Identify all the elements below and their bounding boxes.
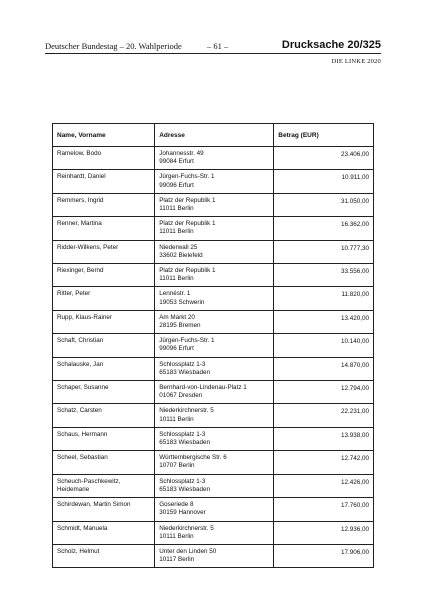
donation-amount-cell	[274, 521, 374, 544]
donation-amount: 11.820,00	[341, 291, 369, 299]
table-row	[53, 287, 374, 310]
address-city: 11011 Berlin	[159, 275, 194, 283]
address-street: Schlossplatz 1-3	[159, 360, 206, 368]
donor-name: Remmers, Ingrid	[53, 193, 155, 216]
donor-name: Rupp, Klaus-Rainer	[53, 310, 155, 333]
donor-address	[155, 498, 274, 521]
address-city: 65183 Wiesbaden	[159, 485, 210, 493]
donation-amount: 10.777,30	[340, 244, 369, 252]
address-city: 30159 Hannover	[159, 509, 206, 517]
donor-name: Reinhardt, Daniel	[53, 170, 155, 193]
donation-amount-cell	[274, 474, 374, 497]
address-street: Schlossplatz 1-3	[159, 477, 206, 485]
donor-address	[155, 264, 274, 287]
address-city: 33602 Bielefeld	[159, 251, 203, 259]
donation-amount-cell	[274, 264, 374, 287]
address-city: 65183 Wiesbaden	[159, 439, 210, 447]
address-city: 10707 Berlin	[159, 462, 195, 470]
address-street: Niederkirchnerstr. 5	[159, 407, 214, 415]
donation-amount: 13.420,00	[340, 314, 369, 322]
address-street: Schlossplatz 1-3	[159, 430, 206, 438]
donor-name: Scheuch-Paschkewitz, Heidemarie	[53, 474, 155, 497]
table-row	[53, 544, 374, 567]
address-city: 10117 Berlin	[159, 556, 195, 564]
donation-amount-cell	[274, 334, 374, 357]
table-row	[53, 240, 374, 263]
address-street: Bernhard-von-Lindenau-Platz 1	[159, 384, 247, 392]
address-street: Platz der Republik 1	[159, 267, 216, 275]
table-row	[53, 334, 374, 357]
donor-name: Ramelow, Bodo	[53, 147, 155, 170]
donation-amount-cell	[274, 170, 374, 193]
address-street: Goseriede 8	[159, 501, 194, 509]
donations-table	[52, 123, 374, 568]
table-header-row	[53, 124, 374, 147]
donor-address	[155, 240, 274, 263]
donation-amount-cell	[274, 147, 374, 170]
table-row	[53, 404, 374, 427]
donor-address	[155, 193, 274, 216]
address-street: Jürgen-Fuchs-Str. 1	[159, 173, 215, 181]
donation-amount-cell	[274, 310, 374, 333]
donation-amount-cell	[274, 193, 374, 216]
column-header-name: Name, Vorname	[53, 124, 155, 147]
donor-name: Ridder-Wilkens, Peter	[53, 240, 155, 263]
parliament-period: Deutscher Bundestag – 20. Wahlperiode	[45, 41, 182, 51]
donor-name: Renner, Martina	[53, 217, 155, 240]
donor-name: Schmidt, Manuela	[53, 521, 155, 544]
donation-amount: 10.140,00	[340, 338, 369, 346]
address-city: 99096 Erfurt	[159, 345, 194, 353]
column-header-address: Adresse	[155, 124, 274, 147]
page-number: – 61 –	[207, 41, 229, 51]
donor-name: Schaus, Hermann	[53, 427, 155, 450]
donor-address	[155, 217, 274, 240]
table-row	[53, 451, 374, 474]
address-street: Niederkirchnerstr. 5	[159, 524, 214, 532]
donor-address	[155, 451, 274, 474]
donor-address	[155, 147, 274, 170]
address-city: 65183 Wiesbaden	[159, 368, 210, 376]
donation-amount: 12.794,00	[340, 385, 369, 393]
donation-amount-cell	[274, 427, 374, 450]
table-row	[53, 521, 374, 544]
donation-amount: 12.936,00	[340, 525, 369, 533]
address-street: Platz der Republik 1	[159, 220, 216, 228]
donation-amount: 14.870,00	[340, 361, 369, 369]
table-row	[53, 498, 374, 521]
party-year-label: DIE LINKE 2020	[331, 58, 381, 65]
donor-address	[155, 310, 274, 333]
address-city: 10111 Berlin	[159, 532, 194, 540]
table-row	[53, 217, 374, 240]
donation-amount-cell	[274, 217, 374, 240]
address-city: 28195 Bremen	[159, 322, 201, 330]
donation-amount: 17.906,00	[340, 548, 369, 556]
address-city: 11011 Berlin	[159, 205, 194, 213]
table-row	[53, 381, 374, 404]
address-street: Am Markt 20	[159, 313, 195, 321]
address-city: 11011 Berlin	[159, 228, 194, 236]
address-street: Jürgen-Fuchs-Str. 1	[159, 337, 215, 345]
donation-amount: 13.938,00	[340, 431, 369, 439]
donor-address	[155, 381, 274, 404]
donation-amount-cell	[274, 240, 374, 263]
donation-amount: 33.556,00	[340, 268, 369, 276]
donor-name: Riexinger, Bernd	[53, 264, 155, 287]
donor-address	[155, 474, 274, 497]
address-city: 99096 Erfurt	[159, 181, 194, 189]
column-header-amount: Betrag (EUR)	[274, 124, 374, 147]
donor-name: Schaft, Christian	[53, 334, 155, 357]
address-street: Johannesstr. 49	[159, 150, 204, 157]
table-row	[53, 264, 374, 287]
table-row	[53, 170, 374, 193]
donor-name: Ritter, Peter	[53, 287, 155, 310]
donation-amount-cell	[274, 381, 374, 404]
donation-amount: 22.231,00	[340, 408, 369, 416]
donation-amount: 17.760,00	[340, 502, 369, 510]
table-row	[53, 310, 374, 333]
donation-amount: 12.742,00	[340, 455, 369, 463]
donor-name: Scheel, Sebastian	[53, 451, 155, 474]
donor-address	[155, 357, 274, 380]
page-header	[45, 39, 381, 53]
donation-amount: 10.911,00	[341, 174, 369, 182]
donation-amount-cell	[274, 287, 374, 310]
donation-amount-cell	[274, 544, 374, 567]
donation-amount-cell	[274, 404, 374, 427]
donor-name: Schirdewan, Martin Simon	[53, 498, 155, 521]
table-row	[53, 147, 374, 170]
donation-amount: 23.406,00	[340, 151, 369, 158]
donor-address	[155, 287, 274, 310]
header-rule	[45, 53, 381, 54]
address-city: 01067 Dresden	[159, 392, 203, 400]
donor-address	[155, 427, 274, 450]
document-number-value: 325	[362, 39, 381, 51]
donor-name: Schaper, Susanne	[53, 381, 155, 404]
donor-address	[155, 170, 274, 193]
table-row	[53, 357, 374, 380]
address-city: 19053 Schwerin	[159, 298, 205, 306]
donor-address	[155, 334, 274, 357]
address-city: 10111 Berlin	[159, 415, 194, 423]
address-city: 99084 Erfurt	[159, 158, 194, 166]
donation-amount-cell	[274, 451, 374, 474]
document-label: Drucksache 20/	[281, 39, 363, 51]
address-street: Niederwall 25	[159, 243, 198, 251]
address-street: Württembergische Str. 6	[159, 454, 227, 462]
donation-amount-cell	[274, 357, 374, 380]
table-row	[53, 474, 374, 497]
donation-amount: 31.050,00	[340, 197, 369, 205]
document-number	[282, 39, 381, 51]
address-street: Unter den Linden 50	[159, 547, 217, 555]
donation-amount: 12.426,00	[340, 478, 369, 486]
donor-name: Schalauske, Jan	[53, 357, 155, 380]
donor-address	[155, 404, 274, 427]
address-street: Platz der Republik 1	[159, 196, 216, 204]
donor-name: Schatz, Carsten	[53, 404, 155, 427]
donor-address	[155, 544, 274, 567]
address-street: Lennéstr. 1	[159, 290, 191, 298]
table-body	[53, 147, 374, 568]
donation-amount-cell	[274, 498, 374, 521]
table-row	[53, 193, 374, 216]
donation-amount: 16.362,00	[340, 221, 369, 229]
table-row	[53, 427, 374, 450]
donor-name: Scholz, Helmut	[53, 544, 155, 567]
donor-address	[155, 521, 274, 544]
